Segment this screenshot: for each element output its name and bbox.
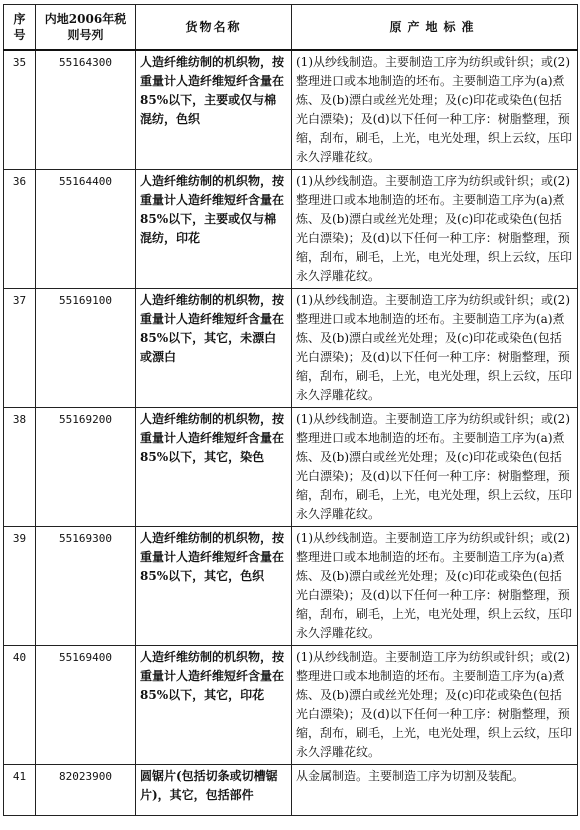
row-seq: 40 — [4, 646, 36, 765]
row-code: 55169400 — [36, 646, 136, 765]
row-code: 55164300 — [36, 50, 136, 170]
table-row — [4, 50, 578, 170]
table-row — [4, 646, 578, 765]
table-row — [4, 289, 578, 408]
row-code: 82023900 — [36, 765, 136, 816]
row-seq: 37 — [4, 289, 36, 408]
row-goods: 人造纤维纺制的机织物，按重量计人造纤维短纤含量在85%以下，主要或仅与棉混纺，印花 — [136, 170, 292, 289]
row-standard: (1)从纱线制造。主要制造工序为纺织或针织；或(2)整理进口或本地制造的坯布。主要制造工序为(a)煮炼、及(b)漂白或丝光处理；及(c)印花或染色(包括光白漂染)；及(d)以下任何一种工序：树脂整理，预缩，刮布，刷毛，上光，电光处理，织上云纹，压印永久浮雕花纹。 — [292, 408, 578, 527]
header-code: 内地2006年税则号列 — [36, 5, 136, 51]
header-goods: 货物名称 — [136, 5, 292, 51]
row-seq: 36 — [4, 170, 36, 289]
row-code: 55169100 — [36, 289, 136, 408]
row-seq: 38 — [4, 408, 36, 527]
table-row — [4, 170, 578, 289]
table-row — [4, 527, 578, 646]
row-goods: 人造纤维纺制的机织物，按重量计人造纤维短纤含量在85%以下，其它，未漂白或漂白 — [136, 289, 292, 408]
header-standard: 原产地标准 — [292, 5, 578, 51]
row-code: 55164400 — [36, 170, 136, 289]
row-standard: (1)从纱线制造。主要制造工序为纺织或针织；或(2)整理进口或本地制造的坯布。主要制造工序为(a)煮炼、及(b)漂白或丝光处理；及(c)印花或染色(包括光白漂染)；及(d)以下任何一种工序：树脂整理，预缩，刮布，刷毛，上光，电光处理，织上云纹，压印永久浮雕花纹。 — [292, 527, 578, 646]
header-seq: 序号 — [4, 5, 36, 51]
row-code: 55169200 — [36, 408, 136, 527]
row-seq: 35 — [4, 50, 36, 170]
row-goods: 圆锯片(包括切条或切槽锯片)，其它，包括部件 — [136, 765, 292, 816]
row-goods: 人造纤维纺制的机织物，按重量计人造纤维短纤含量在85%以下，主要或仅与棉混纺，色织 — [136, 50, 292, 170]
table-header — [4, 5, 578, 51]
row-standard: (1)从纱线制造。主要制造工序为纺织或针织；或(2)整理进口或本地制造的坯布。主要制造工序为(a)煮炼、及(b)漂白或丝光处理；及(c)印花或染色(包括光白漂染)；及(d)以下任何一种工序：树脂整理，预缩，刮布，刷毛，上光，电光处理，织上云纹，压印永久浮雕花纹。 — [292, 50, 578, 170]
origin-standard-table — [3, 4, 578, 816]
row-seq: 41 — [4, 765, 36, 816]
row-seq: 39 — [4, 527, 36, 646]
row-goods: 人造纤维纺制的机织物，按重量计人造纤维短纤含量在85%以下，其它，染色 — [136, 408, 292, 527]
row-goods: 人造纤维纺制的机织物，按重量计人造纤维短纤含量在85%以下，其它，色织 — [136, 527, 292, 646]
row-code: 55169300 — [36, 527, 136, 646]
row-standard: (1)从纱线制造。主要制造工序为纺织或针织；或(2)整理进口或本地制造的坯布。主要制造工序为(a)煮炼、及(b)漂白或丝光处理；及(c)印花或染色(包括光白漂染)；及(d)以下任何一种工序：树脂整理，预缩，刮布，刷毛，上光，电光处理，织上云纹，压印永久浮雕花纹。 — [292, 646, 578, 765]
table-row — [4, 408, 578, 527]
row-goods: 人造纤维纺制的机织物，按重量计人造纤维短纤含量在85%以下，其它，印花 — [136, 646, 292, 765]
row-standard: 从金属制造。主要制造工序为切割及装配。 — [292, 765, 578, 816]
table-row — [4, 765, 578, 816]
row-standard: (1)从纱线制造。主要制造工序为纺织或针织；或(2)整理进口或本地制造的坯布。主要制造工序为(a)煮炼、及(b)漂白或丝光处理；及(c)印花或染色(包括光白漂染)；及(d)以下任何一种工序：树脂整理，预缩，刮布，刷毛，上光，电光处理，织上云纹，压印永久浮雕花纹。 — [292, 170, 578, 289]
row-standard: (1)从纱线制造。主要制造工序为纺织或针织；或(2)整理进口或本地制造的坯布。主要制造工序为(a)煮炼、及(b)漂白或丝光处理；及(c)印花或染色(包括光白漂染)；及(d)以下任何一种工序：树脂整理，预缩，刮布，刷毛，上光，电光处理，织上云纹，压印永久浮雕花纹。 — [292, 289, 578, 408]
